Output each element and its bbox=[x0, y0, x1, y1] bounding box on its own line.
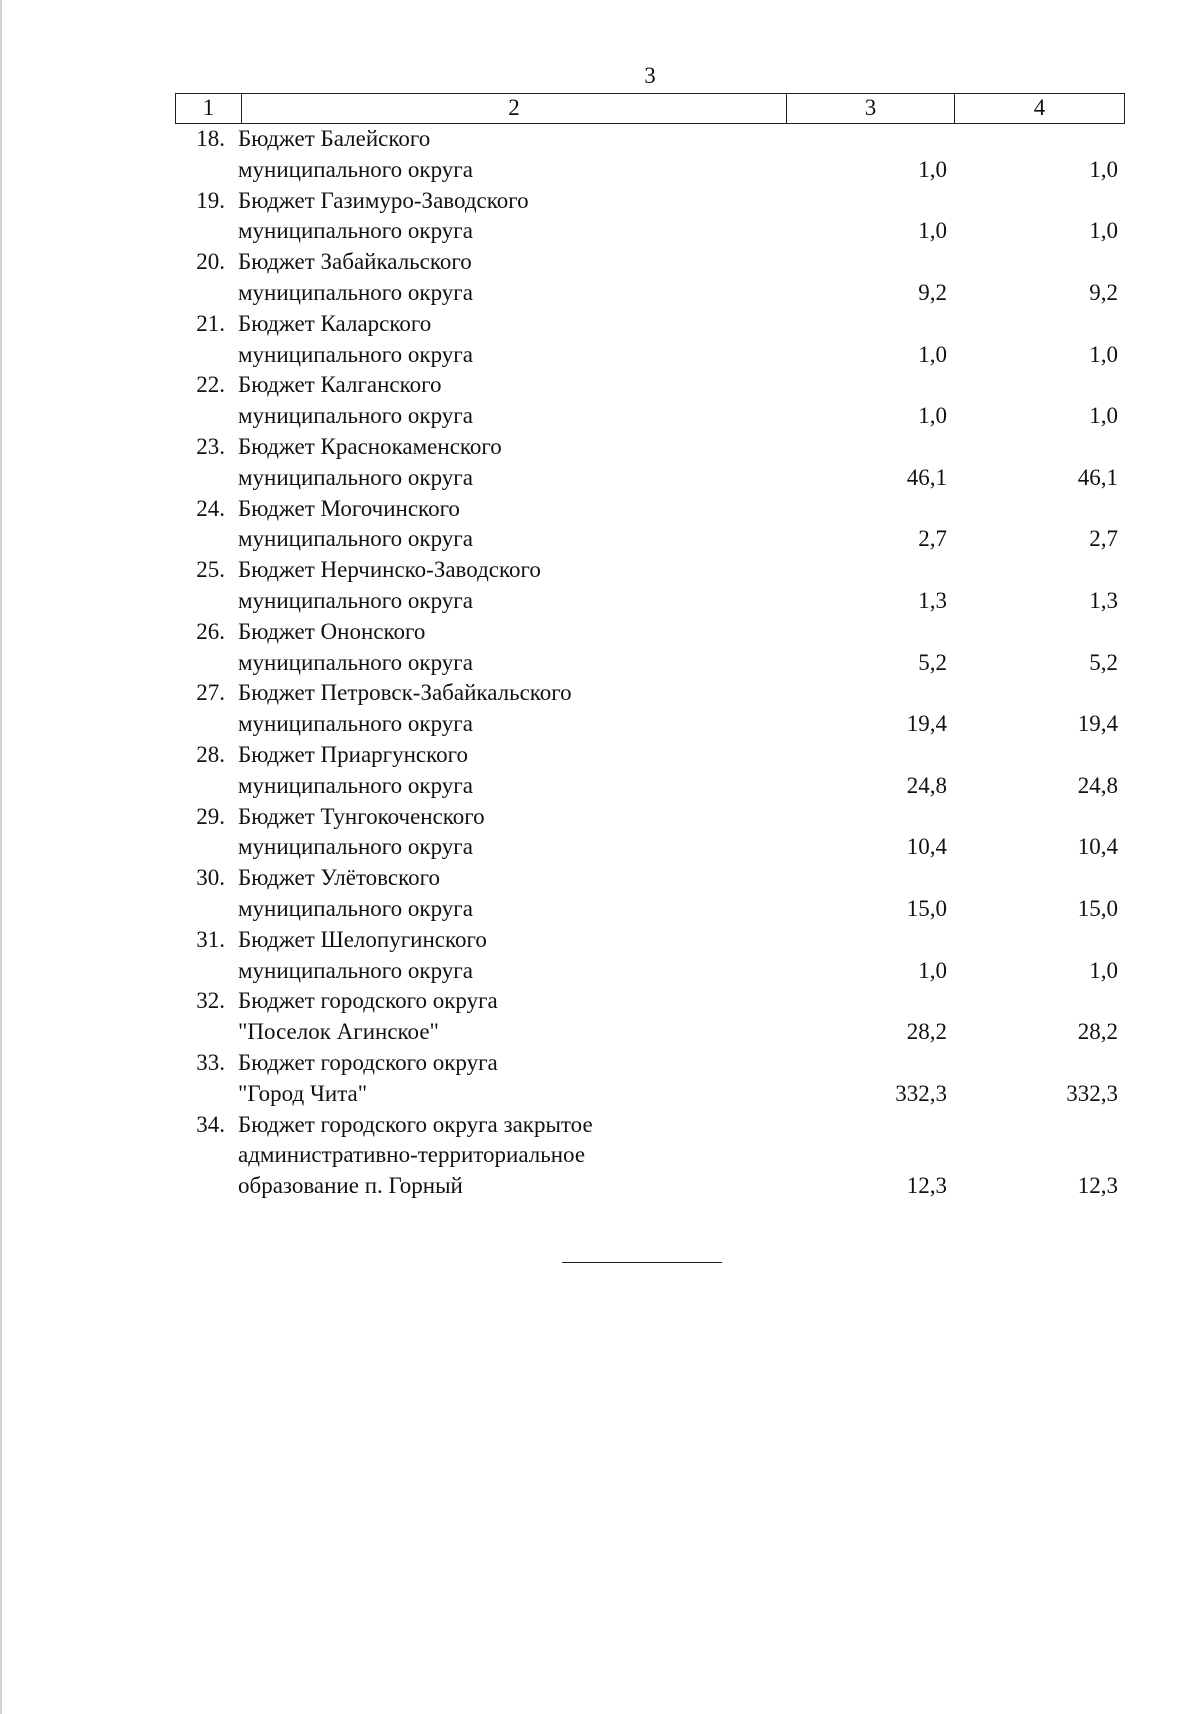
budget-name-line: Бюджет Шелопугинского bbox=[238, 926, 487, 952]
budget-name-line: Бюджет Улётовского bbox=[238, 865, 440, 891]
table-body bbox=[0, 124, 1200, 1202]
budget-name-line: Бюджет Приаргунского bbox=[238, 741, 468, 767]
budget-name bbox=[238, 678, 688, 740]
budget-name-line: Бюджет Нерчинско-Заводского bbox=[238, 557, 541, 583]
row-number: 18. bbox=[196, 126, 225, 151]
value-col-3: 1,0 bbox=[918, 156, 947, 182]
row-number: 20. bbox=[196, 249, 225, 275]
table-row bbox=[0, 863, 1200, 925]
budget-name-line: муниципального округа bbox=[238, 464, 473, 490]
value-col-4: 5,2 bbox=[1089, 649, 1118, 675]
table-row bbox=[0, 124, 1200, 186]
budget-name-line: Бюджет Каларского bbox=[238, 310, 432, 336]
budget-name-line: муниципального округа bbox=[238, 341, 473, 367]
table-row bbox=[0, 1110, 1200, 1202]
budget-name bbox=[238, 309, 688, 371]
table-row bbox=[0, 1048, 1200, 1110]
row-number: 31. bbox=[196, 926, 225, 952]
budget-name-line: муниципального округа bbox=[238, 279, 473, 305]
table-row bbox=[0, 740, 1200, 802]
value-col-4: 15,0 bbox=[1077, 895, 1118, 921]
row-number: 25. bbox=[196, 557, 225, 583]
budget-name bbox=[238, 617, 688, 679]
row-number: 23. bbox=[196, 433, 225, 459]
budget-name-line: "Поселок Агинское" bbox=[238, 1019, 439, 1045]
row-number: 24. bbox=[196, 495, 225, 521]
budget-name-line: Бюджет городского округа закрытое bbox=[238, 1111, 593, 1137]
row-number: 21. bbox=[196, 310, 225, 336]
value-col-4: 2,7 bbox=[1089, 526, 1118, 552]
budget-name-line: муниципального округа bbox=[238, 587, 473, 613]
table-row bbox=[0, 370, 1200, 432]
budget-name bbox=[238, 740, 688, 802]
value-col-3: 1,0 bbox=[918, 341, 947, 367]
budget-name-line: Бюджет городского округа bbox=[238, 988, 498, 1014]
budget-name bbox=[238, 1110, 688, 1202]
value-col-4: 46,1 bbox=[1077, 464, 1118, 490]
budget-name bbox=[238, 802, 688, 864]
value-col-4: 9,2 bbox=[1089, 279, 1118, 305]
table-header bbox=[175, 93, 1125, 124]
row-number: 32. bbox=[196, 988, 225, 1014]
row-number: 19. bbox=[196, 187, 225, 213]
budget-name bbox=[238, 247, 688, 309]
value-col-3: 2,7 bbox=[918, 526, 947, 552]
value-col-4: 1,0 bbox=[1089, 218, 1118, 244]
table-row bbox=[0, 617, 1200, 679]
table-row bbox=[0, 802, 1200, 864]
budget-name-line: муниципального округа bbox=[238, 526, 473, 552]
budget-name-line: Бюджет Могочинского bbox=[238, 495, 460, 521]
page-number: 3 bbox=[644, 63, 656, 88]
end-rule bbox=[562, 1262, 722, 1263]
budget-name-line: образование п. Горный bbox=[238, 1173, 463, 1199]
budget-name-line: Бюджет Забайкальского bbox=[238, 249, 472, 275]
budget-name-line: муниципального округа bbox=[238, 957, 473, 983]
table-row bbox=[0, 186, 1200, 248]
row-number: 29. bbox=[196, 803, 225, 829]
row-number: 26. bbox=[196, 618, 225, 644]
value-col-3: 28,2 bbox=[906, 1019, 947, 1045]
budget-name-line: Бюджет Калганского bbox=[238, 372, 442, 398]
budget-name-line: муниципального округа bbox=[238, 403, 473, 429]
budget-name-line: муниципального округа bbox=[238, 895, 473, 921]
budget-name-line: Бюджет Петровск-Забайкальского bbox=[238, 680, 572, 706]
value-col-3: 15,0 bbox=[906, 895, 947, 921]
value-col-3: 10,4 bbox=[906, 834, 947, 860]
value-col-4: 332,3 bbox=[1066, 1080, 1118, 1106]
value-col-3: 5,2 bbox=[918, 649, 947, 675]
budget-name-line: Бюджет городского округа bbox=[238, 1049, 498, 1075]
budget-name-line: муниципального округа bbox=[238, 834, 473, 860]
budget-name-line: Бюджет Ононского bbox=[238, 618, 426, 644]
budget-name bbox=[238, 925, 688, 987]
budget-name bbox=[238, 1048, 688, 1110]
value-col-4: 1,0 bbox=[1089, 957, 1118, 983]
table-row bbox=[0, 986, 1200, 1048]
budget-name-line: муниципального округа bbox=[238, 649, 473, 675]
budget-name bbox=[238, 986, 688, 1048]
table-row bbox=[0, 247, 1200, 309]
value-col-4: 19,4 bbox=[1077, 711, 1118, 737]
row-number: 33. bbox=[196, 1049, 225, 1075]
budget-name bbox=[238, 432, 688, 494]
header-col-4: 4 bbox=[1033, 95, 1046, 120]
row-number: 34. bbox=[196, 1111, 225, 1137]
header-col-3: 3 bbox=[787, 94, 955, 123]
table-row bbox=[0, 555, 1200, 617]
table-row bbox=[0, 309, 1200, 371]
budget-name-line: Бюджет Газимуро-Заводского bbox=[238, 187, 529, 213]
value-col-4: 1,0 bbox=[1089, 403, 1118, 429]
value-col-4: 28,2 bbox=[1077, 1019, 1118, 1045]
value-col-3: 1,0 bbox=[918, 403, 947, 429]
budget-name bbox=[238, 555, 688, 617]
value-col-4: 10,4 bbox=[1077, 834, 1118, 860]
header-col-2: 2 bbox=[242, 94, 787, 123]
value-col-3: 1,3 bbox=[918, 587, 947, 613]
value-col-3: 9,2 bbox=[918, 279, 947, 305]
value-col-3: 19,4 bbox=[906, 711, 947, 737]
budget-name bbox=[238, 186, 688, 248]
value-col-4: 12,3 bbox=[1077, 1173, 1118, 1199]
table-row bbox=[0, 925, 1200, 987]
row-number: 22. bbox=[196, 372, 225, 398]
budget-name bbox=[238, 494, 688, 556]
value-col-4: 1,3 bbox=[1089, 587, 1118, 613]
budget-name-line: муниципального округа bbox=[238, 711, 473, 737]
value-col-3: 46,1 bbox=[906, 464, 947, 490]
value-col-4: 1,0 bbox=[1089, 156, 1118, 182]
budget-name-line: административно-территориальное bbox=[238, 1142, 586, 1168]
budget-name bbox=[238, 370, 688, 432]
value-col-4: 24,8 bbox=[1077, 772, 1118, 798]
value-col-3: 332,3 bbox=[895, 1080, 947, 1106]
value-col-3: 12,3 bbox=[906, 1173, 947, 1199]
budget-name-line: "Город Чита" bbox=[238, 1080, 368, 1106]
budget-name bbox=[238, 124, 688, 186]
budget-name-line: муниципального округа bbox=[238, 156, 473, 182]
budget-name-line: Бюджет Краснокаменского bbox=[238, 433, 502, 459]
table-row bbox=[0, 432, 1200, 494]
value-col-4: 1,0 bbox=[1089, 341, 1118, 367]
budget-name-line: Бюджет Балейского bbox=[238, 126, 431, 151]
header-col-1: 1 bbox=[176, 94, 242, 123]
row-number: 28. bbox=[196, 741, 225, 767]
table-row bbox=[0, 494, 1200, 556]
budget-name-line: муниципального округа bbox=[238, 218, 473, 244]
row-number: 27. bbox=[196, 680, 225, 706]
budget-name-line: Бюджет Тунгокоченского bbox=[238, 803, 485, 829]
budget-name bbox=[238, 863, 688, 925]
budget-name-line: муниципального округа bbox=[238, 772, 473, 798]
row-number: 30. bbox=[196, 865, 225, 891]
table-row bbox=[0, 678, 1200, 740]
value-col-3: 1,0 bbox=[918, 218, 947, 244]
value-col-3: 1,0 bbox=[918, 957, 947, 983]
value-col-3: 24,8 bbox=[906, 772, 947, 798]
